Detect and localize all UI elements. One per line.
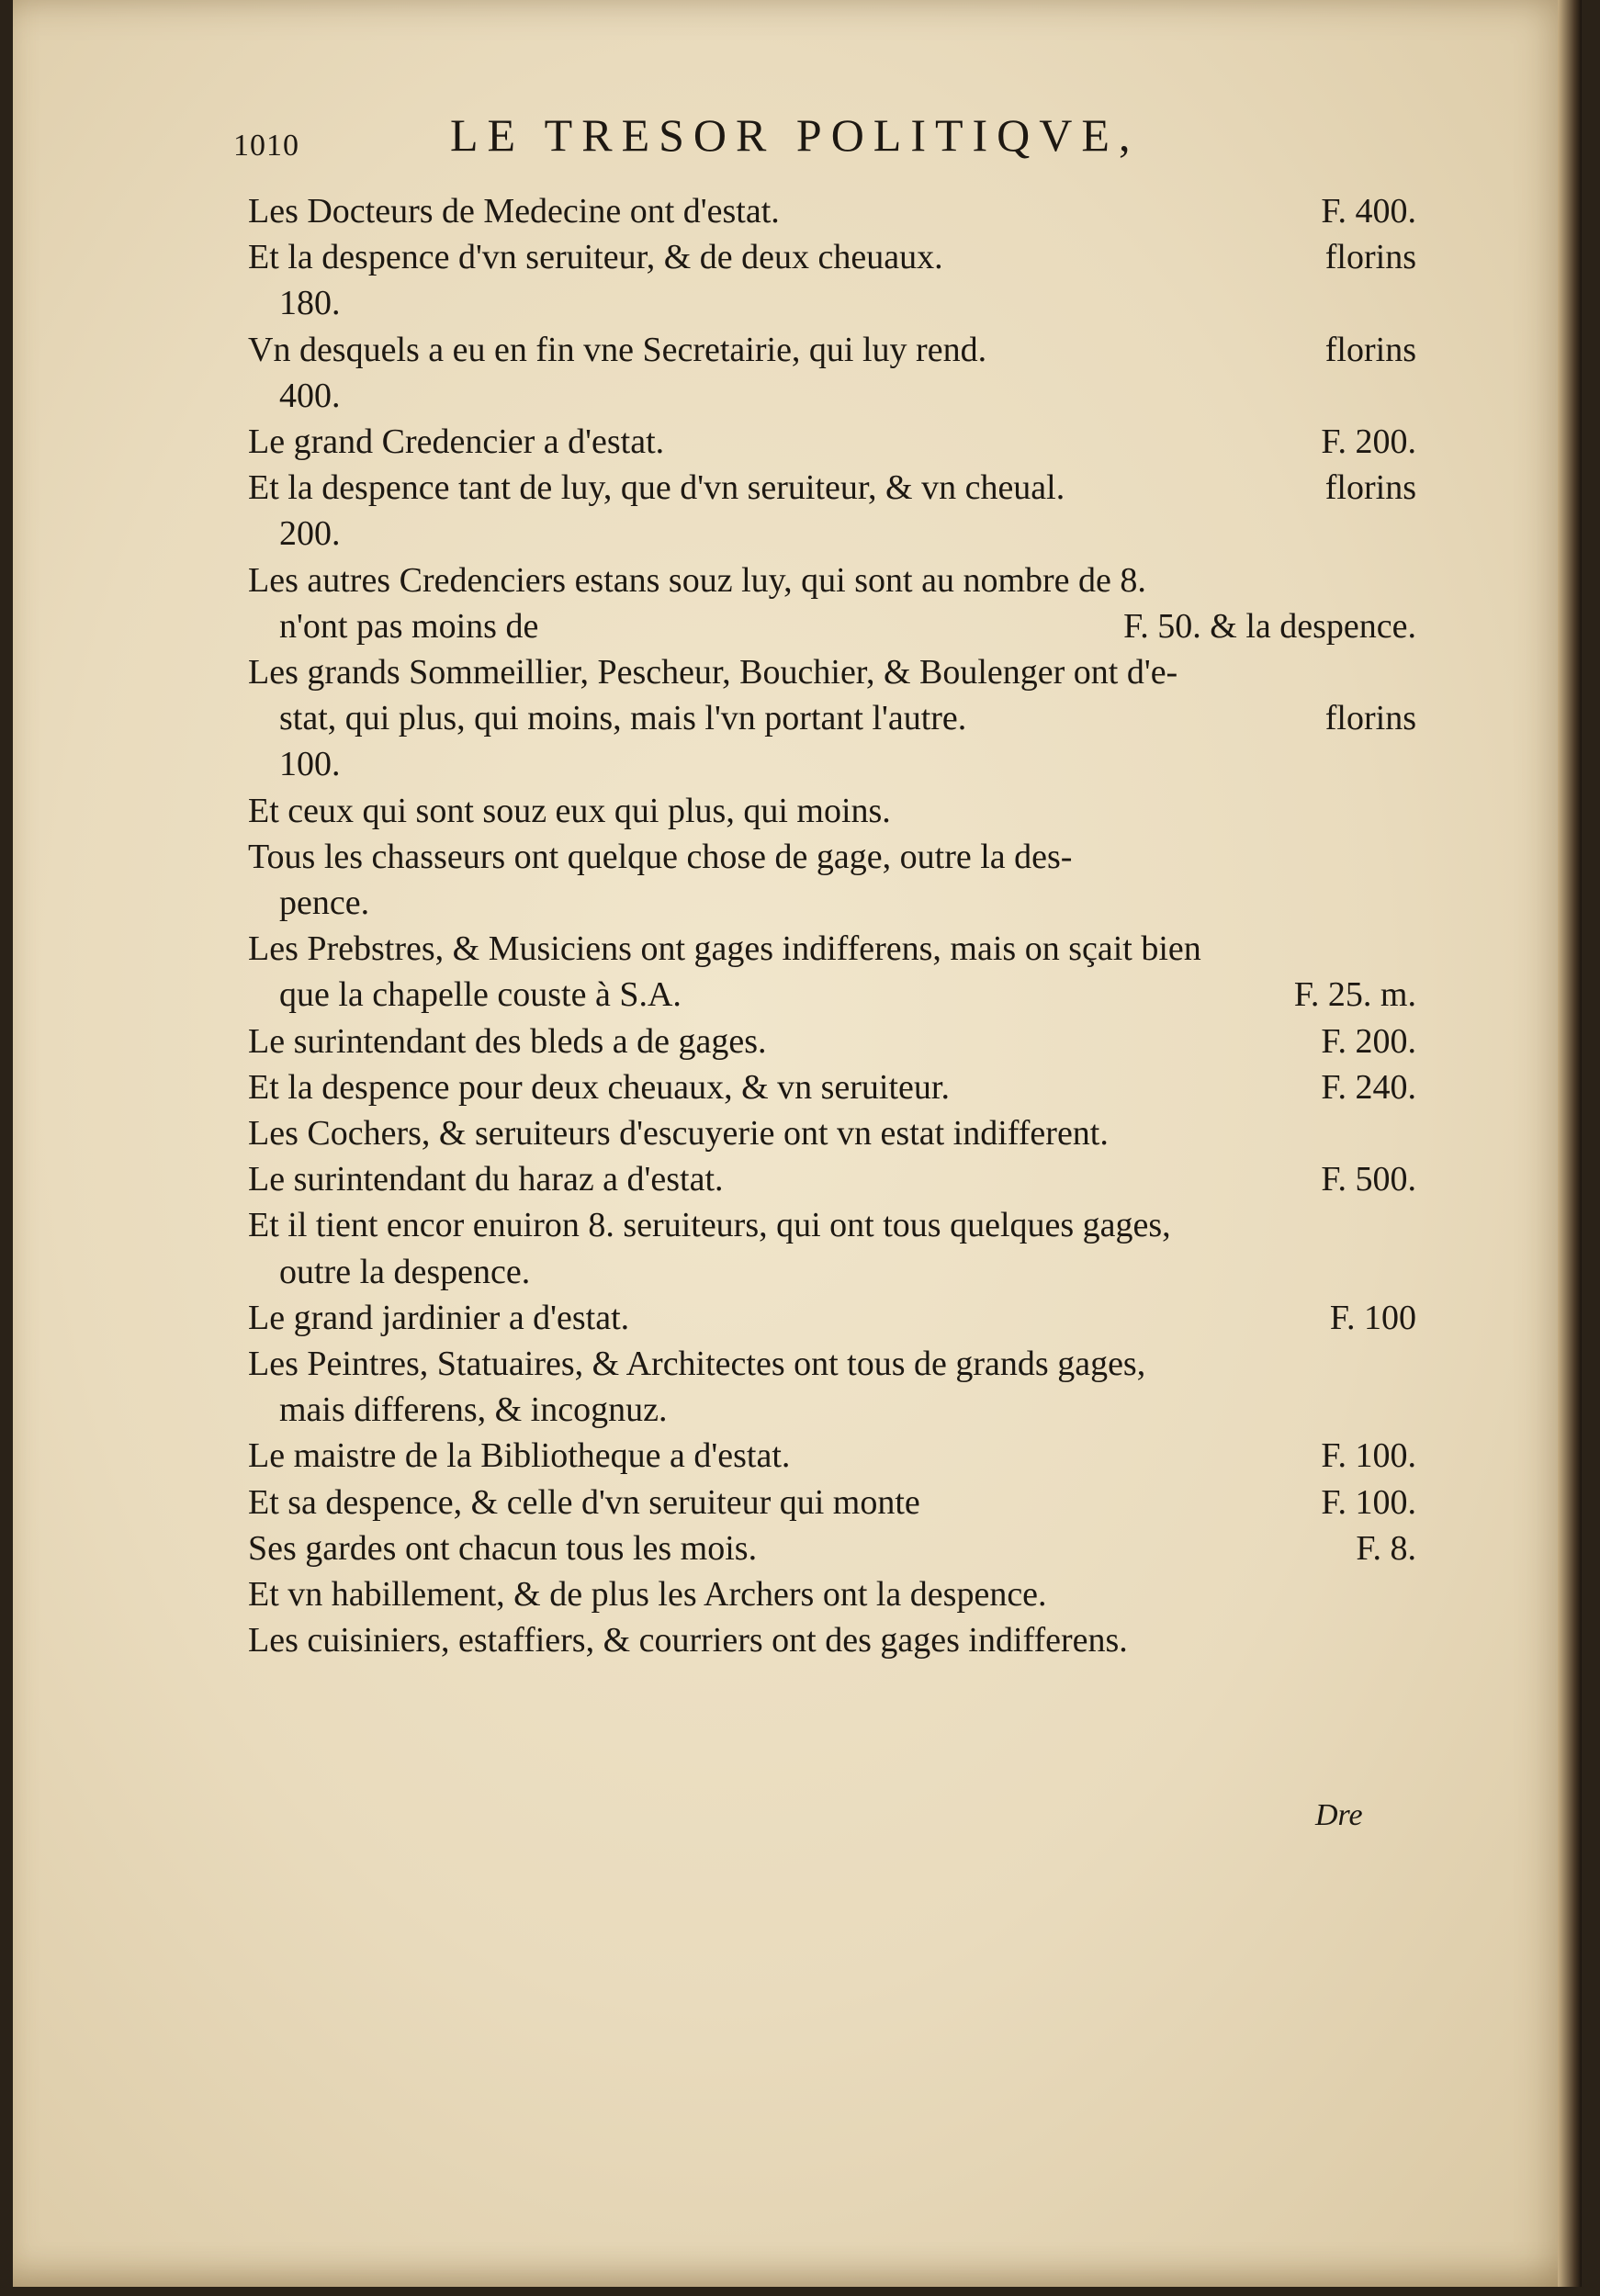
text-line: Les Cochers, & seruiteurs d'escuyerie ont vn estat indifferent.	[248, 1114, 1109, 1153]
text-line: que la chapelle couste à S.A.	[279, 975, 682, 1014]
text-line: Et vn habillement, & de plus les Archers ont la despence.	[248, 1575, 1047, 1614]
text-line: 100.	[279, 745, 341, 783]
text-line: Les grands Sommeillier, Pescheur, Bouchier, & Boulenger ont d'e-	[248, 653, 1178, 692]
amount-label: F. 400.	[1321, 192, 1416, 231]
text-line: Et la despence pour deux cheuaux, & vn seruiteur.	[248, 1068, 950, 1107]
amount-label: florins	[1324, 238, 1416, 276]
amount-label: florins	[1324, 331, 1416, 369]
text-line: Les Peintres, Statuaires, & Architectes ont tous de grands gages,	[248, 1345, 1146, 1383]
amount-label: F. 100.	[1321, 1483, 1416, 1522]
amount-label: florins	[1324, 468, 1416, 507]
amount-label: F. 8.	[1356, 1529, 1416, 1568]
text-line: Le grand jardinier a d'estat.	[248, 1299, 630, 1337]
amount-label: F. 240.	[1321, 1068, 1416, 1107]
text-line: Et il tient encor enuiron 8. seruiteurs, qui ont tous quelques gages,	[248, 1206, 1171, 1244]
page-number: 1010	[233, 129, 299, 163]
amount-label: F. 100.	[1321, 1436, 1416, 1475]
amount-label: F. 500.	[1321, 1160, 1416, 1199]
text-line: 400.	[279, 377, 341, 415]
amount-label: F. 100	[1329, 1299, 1416, 1337]
running-title: LE TRESOR POLITIQVE,	[450, 109, 1140, 161]
book-page	[13, 0, 1582, 2287]
text-line: Ses gardes ont chacun tous les mois.	[248, 1529, 758, 1568]
text-line: Et ceux qui sont souz eux qui plus, qui moins.	[248, 792, 891, 830]
text-line: Les Docteurs de Medecine ont d'estat.	[248, 192, 780, 231]
text-line: Et la despence tant de luy, que d'vn seruiteur, & vn cheual.	[248, 468, 1065, 507]
text-line: Tous les chasseurs ont quelque chose de gage, outre la des-	[248, 838, 1073, 876]
text-line: Le maistre de la Bibliotheque a d'estat.	[248, 1436, 791, 1475]
text-line: Et sa despence, & celle d'vn seruiteur qui monte	[248, 1483, 920, 1522]
amount-label: F. 200.	[1321, 1022, 1416, 1061]
text-line: Le surintendant des bleds a de gages.	[248, 1022, 767, 1061]
book-spine-shadow	[1558, 0, 1582, 2287]
text-line: Vn desquels a eu en fin vne Secretairie, qui luy rend.	[248, 331, 987, 369]
text-line: Les cuisiniers, estaffiers, & courriers ont des gages indifferens.	[248, 1621, 1128, 1660]
amount-label: F. 200.	[1321, 422, 1416, 461]
text-line: Le grand Credencier a d'estat.	[248, 422, 665, 461]
text-line: pence.	[279, 884, 370, 922]
text-line: Les Prebstres, & Musiciens ont gages indifferens, mais on sçait bien	[248, 929, 1201, 968]
text-line: stat, qui plus, qui moins, mais l'vn portant l'autre.	[279, 699, 967, 737]
amount-label: florins	[1324, 699, 1416, 737]
running-head	[233, 108, 1317, 163]
text-line: n'ont pas moins de	[279, 607, 539, 646]
text-line: 180.	[279, 284, 341, 322]
text-line: outre la despence.	[279, 1253, 531, 1291]
text-line: Et la despence d'vn seruiteur, & de deux cheuaux.	[248, 238, 943, 276]
amount-label: F. 50. & la despence.	[1123, 607, 1416, 646]
text-line: mais differens, & incognuz.	[279, 1390, 668, 1429]
text-line: Les autres Credenciers estans souz luy, qui sont au nombre de 8.	[248, 561, 1146, 600]
amount-label: F. 25. m.	[1293, 975, 1416, 1014]
text-line: 200.	[279, 514, 341, 553]
catchword: Dre	[1315, 1798, 1363, 1832]
text-line: Le surintendant du haraz a d'estat.	[248, 1160, 724, 1199]
